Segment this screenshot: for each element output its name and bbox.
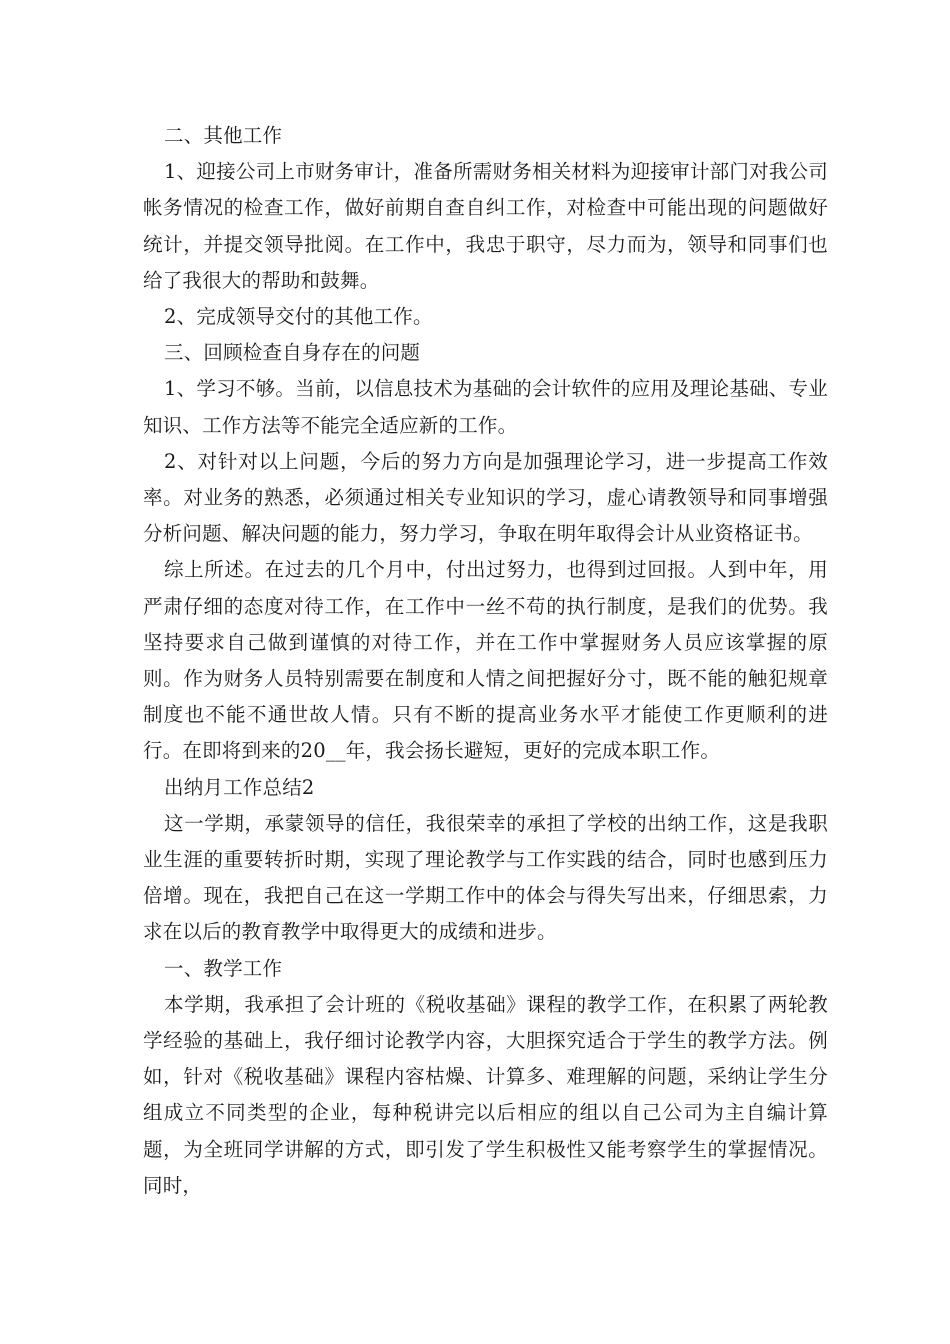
paragraph-summary: 综上所述。在过去的几个月中，付出过努力，也得到过回报。人到中年，用严肃仔细的态度对待工作，在工作中一丝不苟的执行制度，是我们的优势。我坚持要求自己做到谨慎的对待工作，并在工作中掌握财务人员应该掌握的原则。作为财务人员特别需要在制度和人情之间把握好分寸，既不能的触犯规章制度也不能不通世故人情。只有不断的提高业务水平才能使工作更顺利的进行。在即将到来的20__年，我会扬长避短，更好的完成本职工作。 xyxy=(143,558,828,763)
paragraph-insufficient-study: 1、学习不够。当前，以信息技术为基础的会计软件的应用及理论基础、专业知识、工作方法等不能完全适应新的工作。 xyxy=(143,377,828,437)
paragraph-semester-intro: 这一学期，承蒙领导的信任，我很荣幸的承担了学校的出纳工作，这是我职业生涯的重要转折时期，实现了理论教学与工作实践的结合，同时也感到压力倍增。现在，我把自己在这一学期工作中的体会与得失写出来，仔细思索，力求在以后的教育教学中取得更大的成绩和进步。 xyxy=(143,811,828,944)
paragraph-other-tasks: 2、完成领导交付的其他工作。 xyxy=(164,305,433,329)
section-heading-review-problems: 三、回顾检查自身存在的问题 xyxy=(164,341,421,365)
paragraph-audit: 1、迎接公司上市财务审计，准备所需财务相关材料为迎接审计部门对我公司帐务情况的检查工作，做好前期自查自纠工作，对检查中可能出现的问题做好统计，并提交领导批阅。在工作中，我忠于职守，尽力而为，领导和同事们也给了我很大的帮助和鼓舞。 xyxy=(143,160,828,292)
section-heading-teaching-work: 一、教学工作 xyxy=(164,956,283,980)
paragraph-improvement-direction: 2、对针对以上问题，今后的努力方向是加强理论学习，进一步提高工作效率。对业务的熟悉，必须通过相关专业知识的学习，虚心请教领导和同事增强分析问题、解决问题的能力，努力学习，争取在明年取得会计从业资格证书。 xyxy=(143,449,828,546)
paragraph-teaching-details: 本学期，我承担了会计班的《税收基础》课程的教学工作，在积累了两轮教学经验的基础上，我仔细讨论教学内容，大胆探究适合于学生的教学方法。例如，针对《税收基础》课程内容枯燥、计算多、难理解的问题，采纳让学生分组成立不同类型的企业，每种税讲完以后相应的组以自己公司为主自编计算题，为全班同学讲解的方式，即引发了学生积极性又能考察学生的掌握情况。同时， xyxy=(143,992,828,1197)
section-heading-other-work: 二、其他工作 xyxy=(164,124,283,147)
document-subtitle: 出纳月工作总结2 xyxy=(164,775,315,799)
document-body xyxy=(143,118,828,1204)
